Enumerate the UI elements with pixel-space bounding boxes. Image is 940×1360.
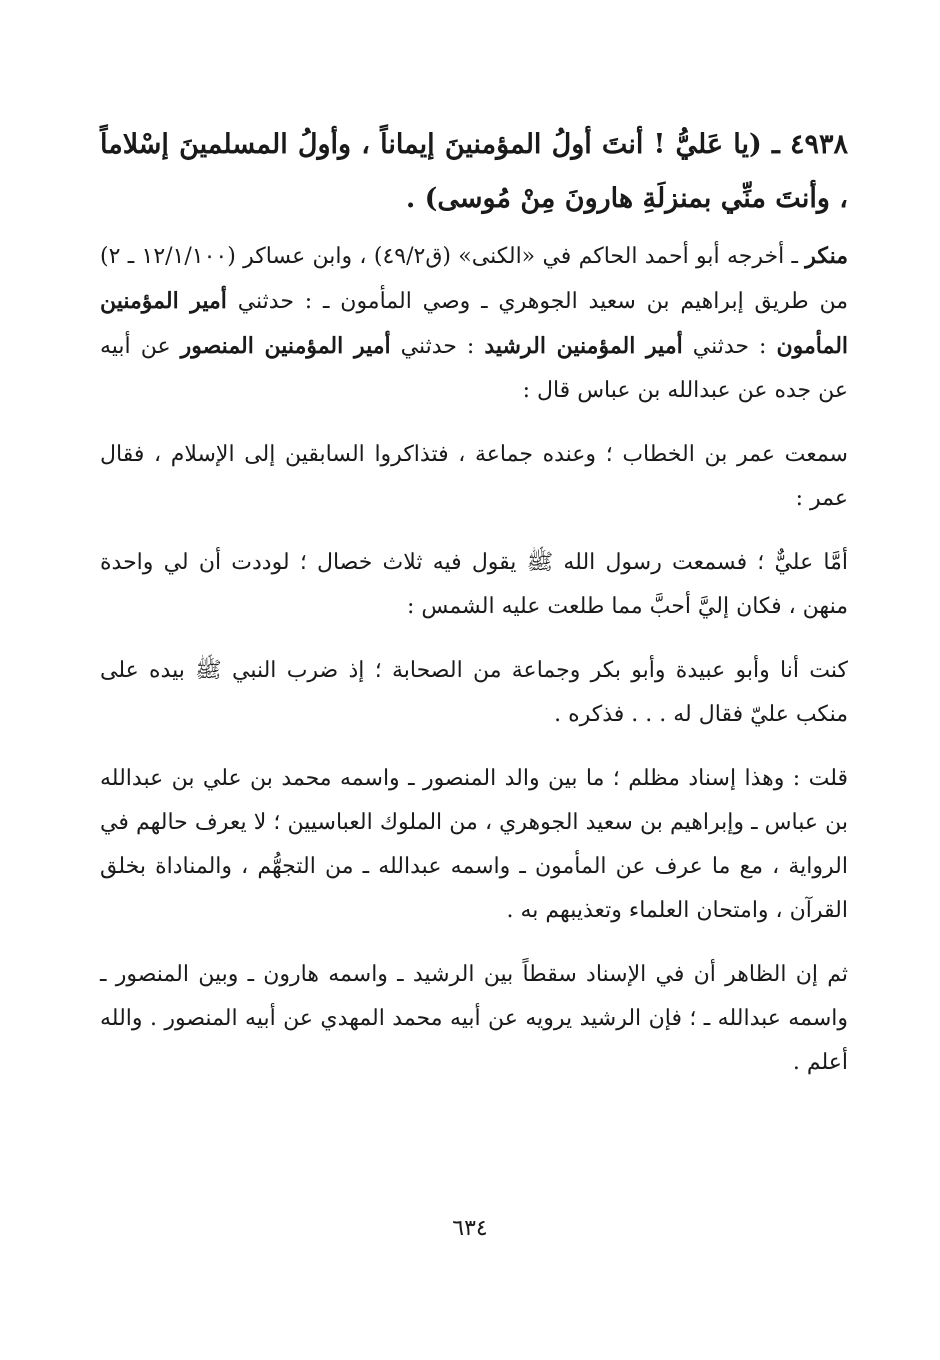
hadith-number: ٤٩٣٨	[789, 129, 848, 160]
takhrij-text-c: : حدثني	[390, 334, 485, 359]
hadith-grade: منكر	[805, 243, 849, 269]
narrator-rashid: أمير المؤمنين الرشيد	[484, 333, 683, 359]
takhrij-text-d: عن أبيه عن جده عن عبدالله بن عباس قال :	[100, 334, 848, 403]
narration-paragraph: كنت أنا وأبو عبيدة وأبو بكر وجماعة من الصحابة ؛ إذ ضرب النبي ﷺ بيده على منكب عليّ فقال له . . . فذكره .	[100, 658, 848, 727]
narrator-mamun: أمير المؤمنين المأمون	[100, 288, 849, 359]
takhrij-paragraph	[100, 234, 848, 413]
takhrij-text-a: ـ أخرجه أبو أحمد الحاكم في «الكنى» (ق٤٩/٢) ، وابن عساكر (١٢/١/١٠٠ ـ ٢) من طريق إبراهيم بن سعيد الجوهري ـ وصي المأمون ـ : حدثني	[100, 244, 848, 314]
hadith-matn: ـ (يا عَليُّ ! أنتَ أولُ المؤمنينَ إيماناً ، وأولُ المسلمينَ إسْلاماً ، وأنتَ منِّي بمنزلَةِ هارونَ مِنْ مُوسى) .	[100, 129, 848, 214]
hadith-text	[100, 118, 848, 226]
narration-paragraph: سمعت عمر بن الخطاب ؛ وعنده جماعة ، فتذاكروا السابقين إلى الإسلام ، فقال عمر :	[100, 442, 848, 511]
commentary-paragraph: ثم إن الظاهر أن في الإسناد سقطاً بين الرشيد ـ واسمه هارون ـ وبين المنصور ـ واسمه عبدالله ـ ؛ فإن الرشيد يرويه عن أبيه محمد المهدي عن أبيه المنصور . والله أعلم .	[100, 962, 848, 1075]
page-body	[100, 118, 848, 1105]
commentary-paragraph: قلت : وهذا إسناد مظلم ؛ ما بين والد المنصور ـ واسمه محمد بن علي بن عبدالله بن عباس ـ وإبراهيم بن سعيد الجوهري ، من الملوك العباسيين ؛ لا يعرف حالهم في الرواية ، مع ما عرف عن المأمون ـ واسمه عبدالله ـ من التجهُّم ، والمناداة بخلق القرآن ، وامتحان العلماء وتعذيبهم به .	[100, 766, 848, 923]
takhrij-text-b: : حدثني	[682, 334, 777, 359]
narrator-mansur: أمير المؤمنين المنصور	[180, 333, 391, 359]
page-number: ٦٣٤	[452, 1216, 488, 1241]
narration-paragraph: أمَّا عليٌّ ؛ فسمعت رسول الله ﷺ يقول فيه ثلاث خصال ؛ لوددت أن لي واحدة منهن ، فكان إليَّ أحبَّ مما طلعت عليه الشمس :	[100, 550, 848, 619]
